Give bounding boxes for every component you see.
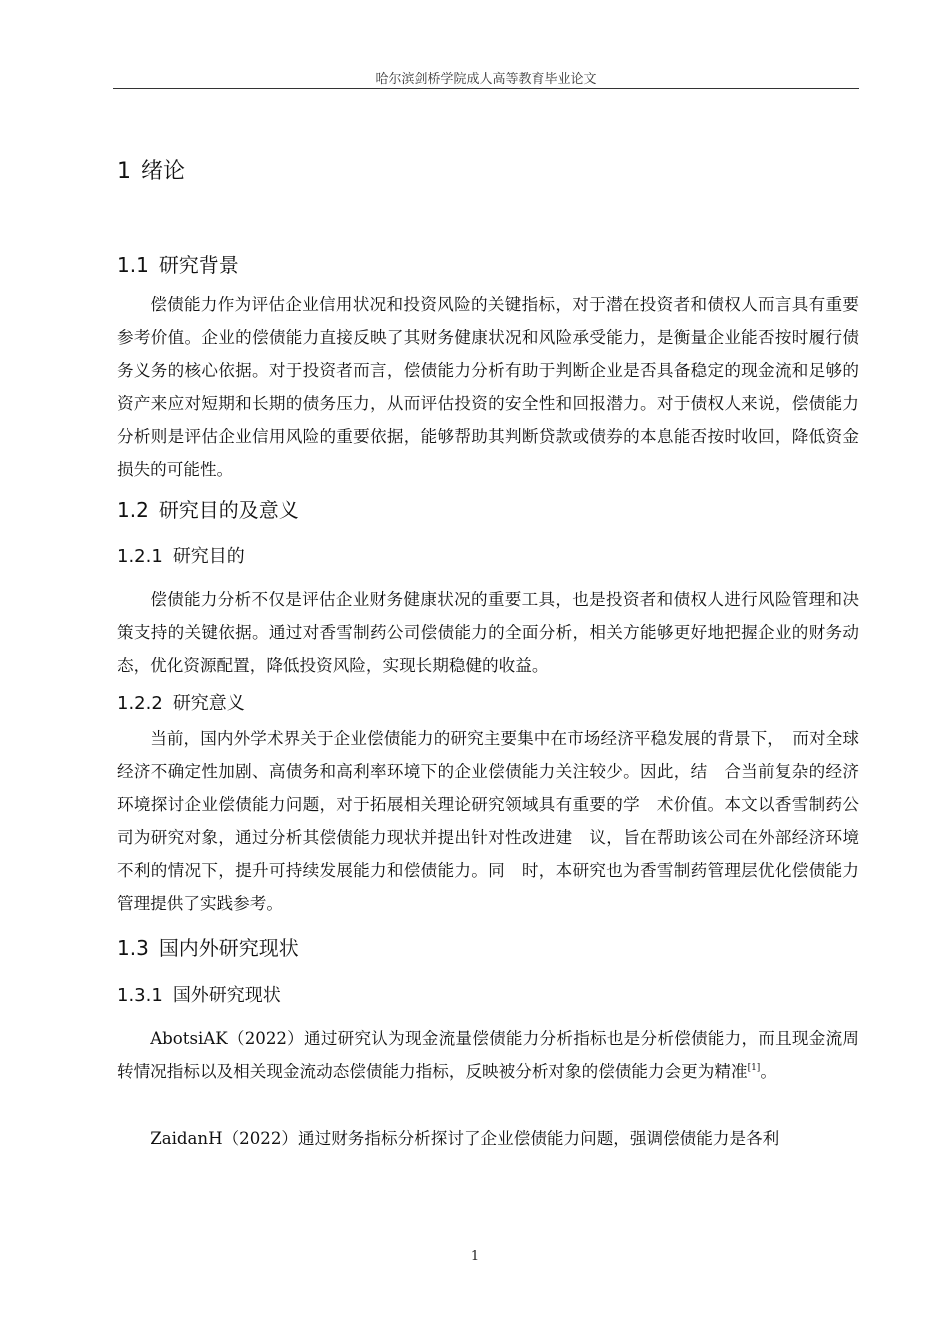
paragraph-research-background: 偿债能力作为评估企业信用状况和投资风险的关键指标，对于潜在投资者和债权人而言具有重要参考价值。企业的偿债能力直接反映了其财务健康状况和风险承受能力，是衡量企业能否按时履行债务义务的核心依据。对于投资者而言，偿债能力分析有助于判断企业是否具备稳定的现金流和足够的资产来应对短期和长期的债务压力，从而评估投资的安全性和回报潜力。对于债权人来说，偿债能力分析则是评估企业信用风险的重要依据，能够帮助其判断贷款或债券的本息能否按时收回，降低资金损失的可能性。 bbox=[117, 295, 859, 479]
paragraph-research-significance: 当前，国内外学术界关于企业偿债能力的研究主要集中在市场经济平稳发展的背景下， 而对全球经济不确定性加剧、高债务和高利率环境下的企业偿债能力关注较少。因此，结 合当前复杂的经济环境探讨企业偿债能力问题，对于拓展相关理论研究领域具有重要的学 术价值。本文以香雪制药公司为研究对象，通过分析其偿债能力现状并提出针对性改进建 议，旨在帮助该公司在外部经济环境不利的情况下，提升可持续发展能力和偿债能力。同 时，本研究也为香雪制药管理层优化偿债能力管理提供了实践参考。 bbox=[117, 729, 859, 913]
paragraph-research-purpose: 偿债能力分析不仅是评估企业财务健康状况的重要工具，也是投资者和债权人进行风险管理和决策支持的关键依据。通过对香雪制药公司偿债能力的全面分析，相关方能够更好地把握企业的财务动态，优化资源配置，降低投资风险，实现长期稳健的收益。 bbox=[117, 590, 859, 675]
running-header: 哈尔滨剑桥学院成人高等教育毕业论文 bbox=[375, 72, 597, 87]
page-number: 1 bbox=[470, 1249, 480, 1264]
section-number: 1.3 bbox=[117, 936, 149, 960]
section-heading-1-3 bbox=[117, 932, 299, 961]
subsection-heading-1-3-1 bbox=[117, 981, 281, 1007]
subsection-heading-1-2-1 bbox=[117, 542, 245, 568]
section-number: 1.1 bbox=[117, 253, 149, 277]
header-divider bbox=[113, 88, 859, 89]
chapter-title: 绪论 bbox=[141, 159, 186, 184]
chapter-heading bbox=[117, 154, 185, 185]
paragraph-end: 。 bbox=[760, 1062, 777, 1081]
paragraph-text: AbotsiAK（2022）通过研究认为现金流量偿债能力分析指标也是分析偿债能力，而且现金流周转情况指标以及相关现金流动态偿债能力指标，反映被分析对象的偿债能力会更为精准 bbox=[117, 1029, 859, 1081]
subsection-title: 研究意义 bbox=[172, 693, 245, 714]
section-title: 研究背景 bbox=[158, 253, 239, 277]
subsection-heading-1-2-2 bbox=[117, 689, 245, 715]
section-heading-1-1 bbox=[117, 249, 239, 278]
subsection-title: 国外研究现状 bbox=[172, 985, 281, 1006]
paragraph-zaidan: ZaidanH（2022）通过财务指标分析探讨了企业偿债能力问题，强调偿债能力是各利 bbox=[150, 1129, 780, 1148]
subsection-number: 1.3.1 bbox=[117, 985, 163, 1006]
citation-marker: [1] bbox=[747, 1063, 761, 1073]
section-title: 研究目的及意义 bbox=[158, 498, 299, 522]
chapter-number: 1 bbox=[117, 159, 131, 184]
subsection-title: 研究目的 bbox=[172, 546, 245, 567]
paragraph-abotsi bbox=[117, 1022, 859, 1088]
section-heading-1-2 bbox=[117, 494, 299, 523]
subsection-number: 1.2.2 bbox=[117, 693, 163, 714]
section-number: 1.2 bbox=[117, 498, 149, 522]
subsection-number: 1.2.1 bbox=[117, 546, 163, 567]
section-title: 国内外研究现状 bbox=[158, 936, 299, 960]
